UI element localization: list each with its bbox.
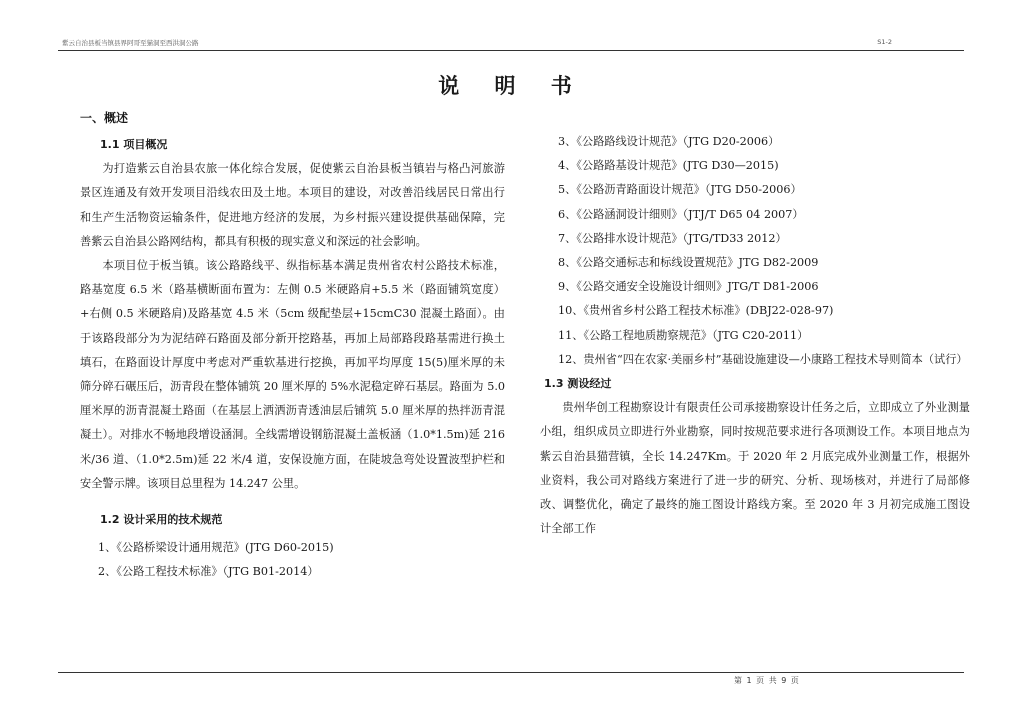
subheading-project-overview: 1.1 项目概况 (100, 138, 168, 151)
standard-item: 7、《公路排水设计规范》（JTG/TD33 2012） (558, 231, 787, 245)
paragraph-purpose: 为打造紫云自治县农旅一体化综合发展，促使紫云自治县板当镇岩与格凸河旅游景区连通及有效开发项目沿线农田及土地。本项目的建设，对改善沿线居民日常出行和生产生活物资运输条件，促进地方经济的发展，为乡村振兴建设提供基础保障，完善紫云自治县公路网结构，都具有积极的现实意义和深远的社会影响。 (80, 162, 505, 248)
subheading-survey-process: 1.3 测设经过 (544, 377, 612, 391)
standard-item: 1、《公路桥梁设计通用规范》(JTG D60-2015) (98, 541, 334, 555)
left-column (80, 133, 505, 585)
page-title: 说 明 书 (438, 74, 586, 98)
header-project: 紫云自治县板当镇县界阿哥至猫洞至西洪洞公路 (62, 39, 199, 47)
section-heading-overview: 一、概述 (80, 111, 129, 125)
right-column (540, 130, 970, 541)
standard-item: 3、《公路路线设计规范》（JTG D20-2006） (558, 135, 780, 148)
standard-item: 11、《公路工程地质勘察规范》（JTG C20-2011） (558, 328, 809, 342)
header-code: S1-2 (877, 38, 892, 46)
standard-item: 2、《公路工程技术标准》（JTG B01-2014） (98, 565, 319, 579)
header-rule (58, 50, 964, 51)
footer-rule (58, 672, 964, 673)
standard-item: 10、《贵州省乡村公路工程技术标准》(DBJ22-028-97) (558, 304, 834, 318)
standard-item: 12、贵州省“四在农家·美丽乡村”基础设施建设—小康路工程技术导则简本（试行） (558, 352, 968, 366)
page-number: 第 1 页 共 9 页 (734, 676, 799, 685)
standard-item: 9、《公路交通安全设施设计细则》JTG/T D81-2006 (558, 280, 819, 294)
standard-item: 8、《公路交通标志和标线设置规范》JTG D82-2009 (558, 256, 819, 270)
standard-item: 4、《公路路基设计规范》(JTG D30—2015) (558, 159, 779, 173)
subheading-standards: 1.2 设计采用的技术规范 (100, 513, 223, 527)
paragraph-survey: 贵州华创工程勘察设计有限责任公司承接勘察设计任务之后，立即成立了外业测量小组，组织成员立即进行外业勘察，同时按规范要求进行各项测设工作。本项目地点为紫云自治县猫营镇，全长 14.247Km。于 2020 年 2 月底完成外业测量工作，根据外业资料，我公司对路线方案进行了进一步的研究、分析、现场核对，并进行了局部修改、调整优化，确定了最终的施工图设计路线方案。至 2020 年 3 月初完成施工图设计全部工作 (540, 401, 970, 536)
paragraph-description: 本项目位于板当镇。该公路路线平、纵指标基本满足贵州省农村公路技术标准，路基宽度 6.5 米（路基横断面布置为：左侧 0.5 米硬路肩+5.5 米（路面铺筑宽度）+右侧 0.5 米硬路肩)及路基宽 4.5 米（5cm 级配垫层+15cmC30 混凝土路面）。由于该路段部分为为泥结碎石路面及部分新开挖路基，再加上局部路段路基需进行换土填石，在路面设计厚度中考虑对严重软基进行挖换，再加平均厚度 15(5)厘米厚的未筛分碎石碾压后，沥青段在整体铺筑 20 厘米厚的 5%水泥稳定碎石基层。路面为 5.0 厘米厚的沥青混凝土路面（在基层上洒洒沥青透油层后铺筑 5.0 厘米厚的热拌沥青混凝土）。对排水不畅地段增设涵洞。全线需增设钢筋混凝土盖板涵（1.0*1.5m)延 216 米/36 道、（1.0*2.5m)延 22 米/4 道，安保设施方面，在陡坡急弯处设置波型护栏和安全警示牌。该项目总里程为 14.247 公里。 (80, 259, 505, 490)
standard-item: 5、《公路沥青路面设计规范》（JTG D50-2006） (558, 183, 802, 197)
standard-item: 6、《公路涵洞设计细则》（JTJ/T D65 04 2007） (558, 207, 804, 221)
